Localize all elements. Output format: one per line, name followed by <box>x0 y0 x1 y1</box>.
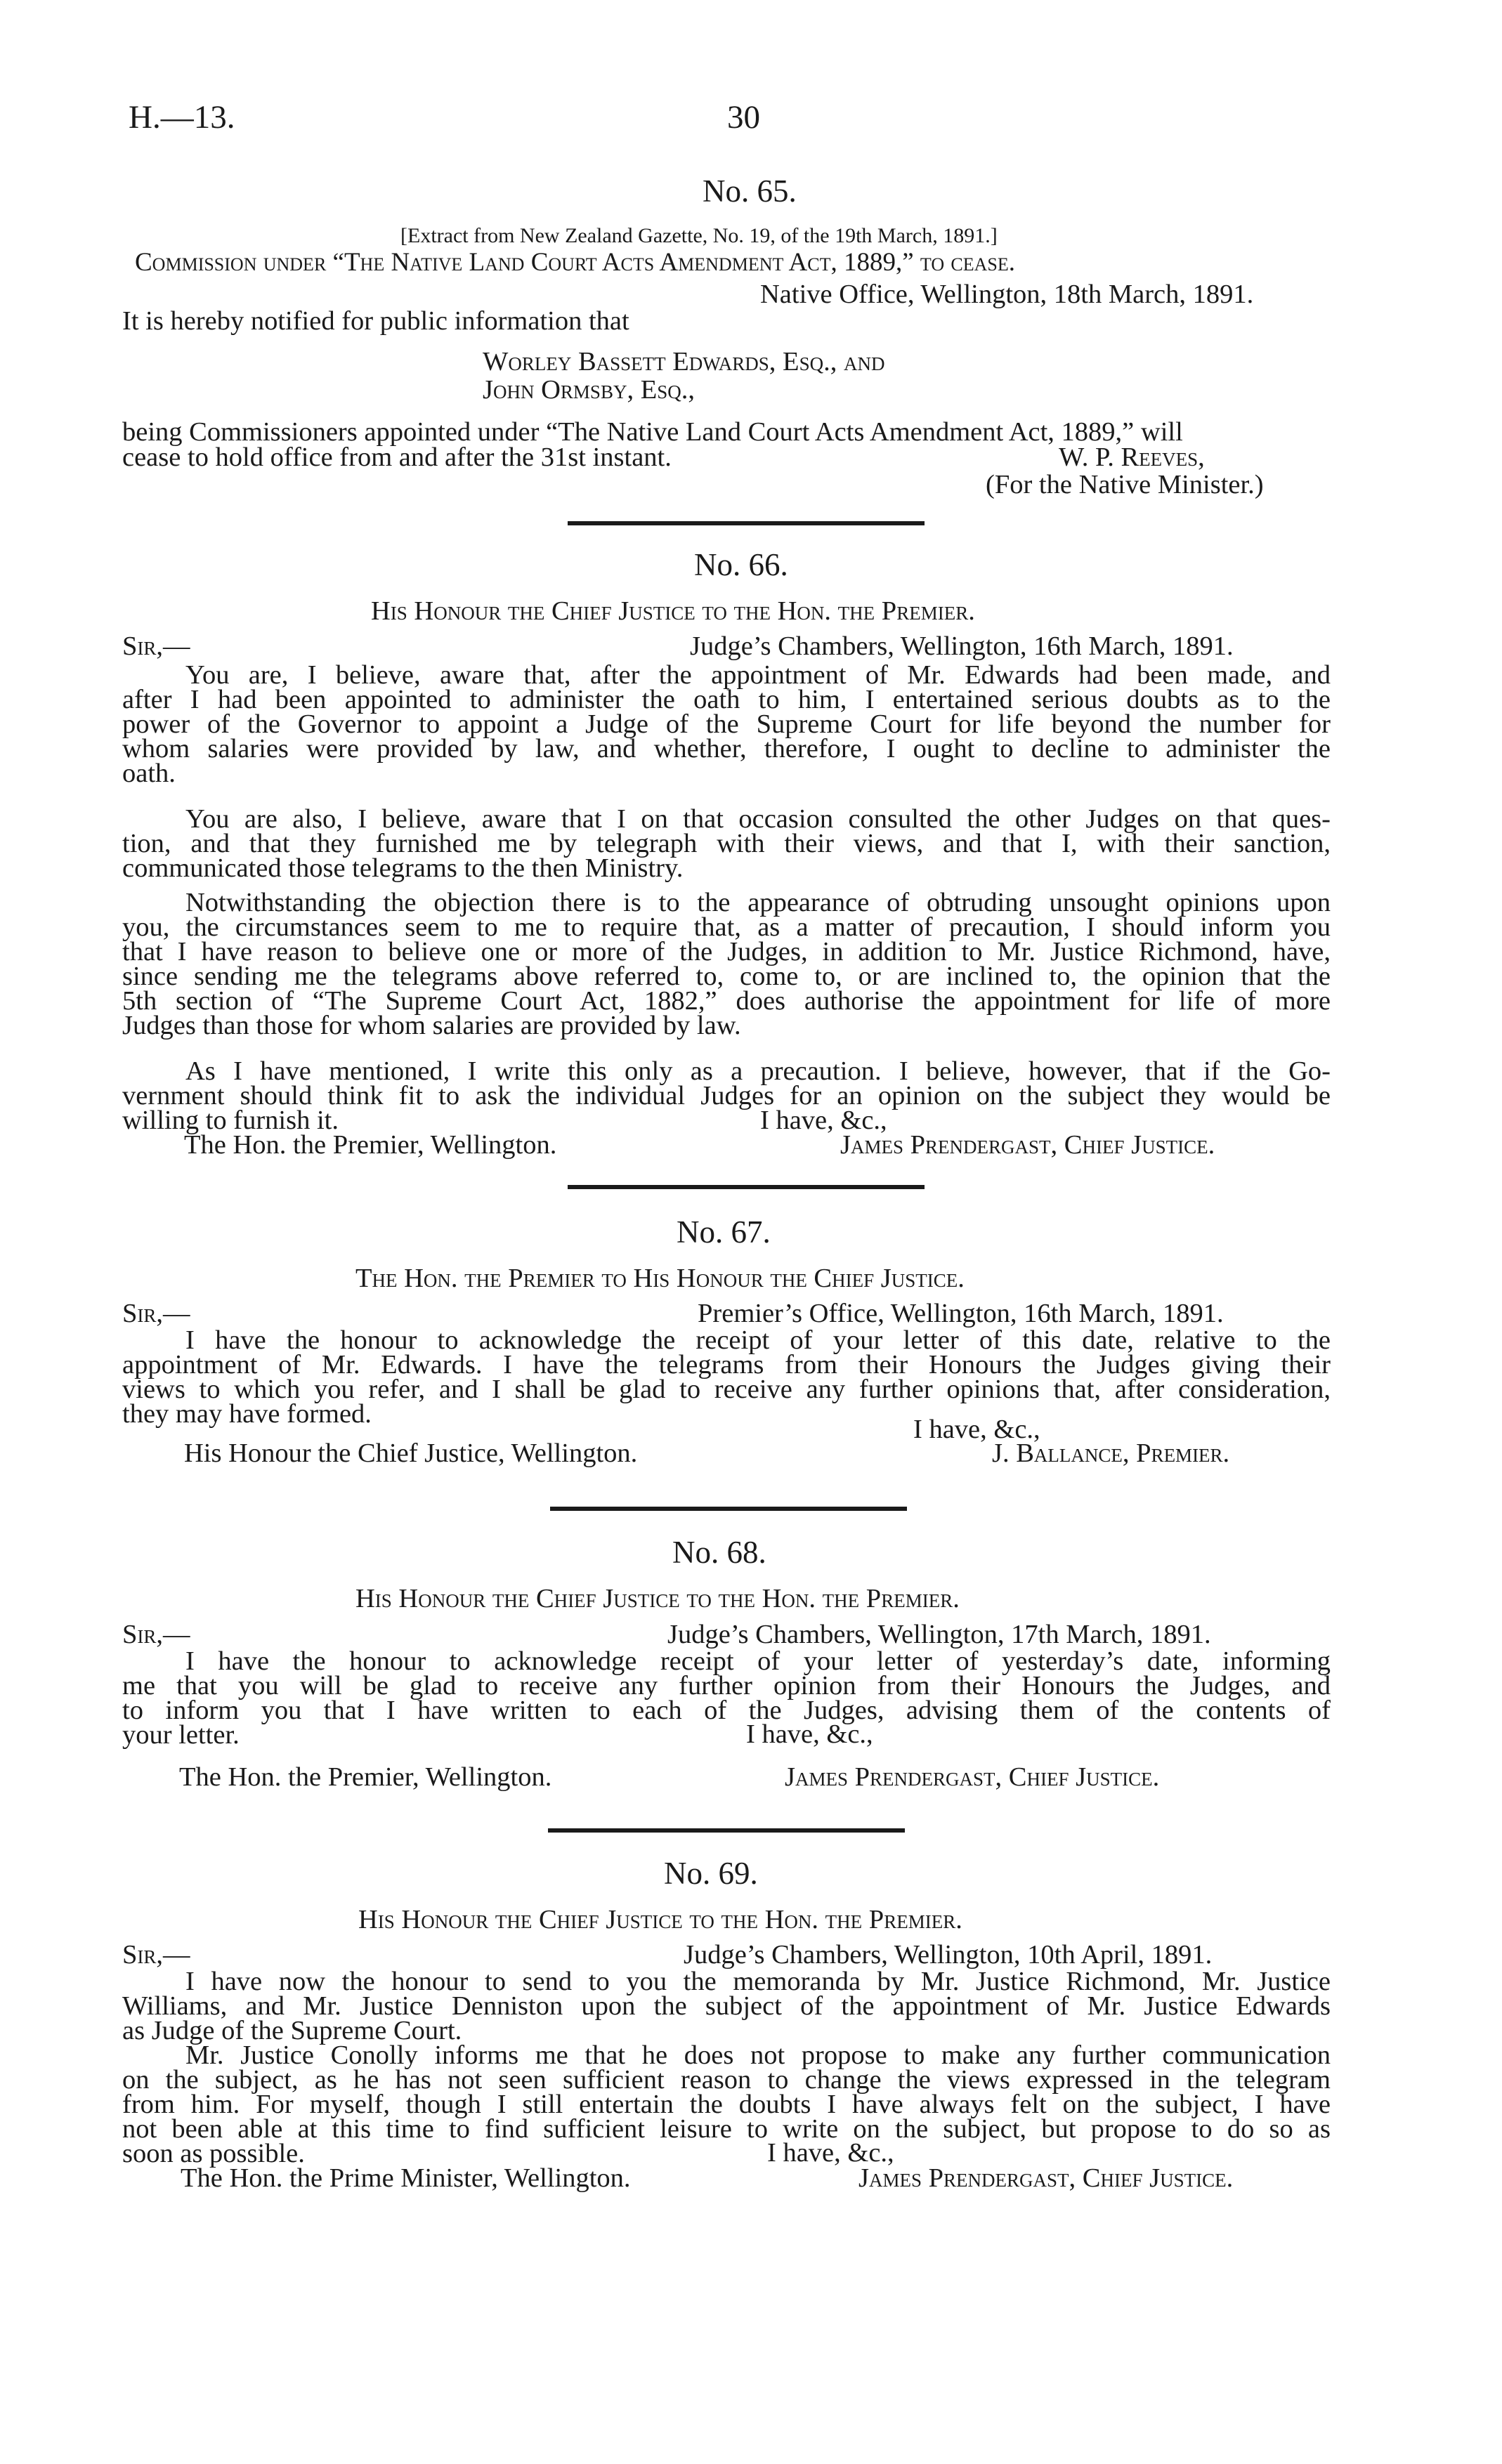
text-line: Notwithstanding the objection there is to the appearance of obtruding unsought opinions upon <box>185 888 1331 917</box>
n65-body-2: cease to hold office from and after the 31st instant. <box>122 443 672 472</box>
n65-place: Native Office, Wellington, 18th March, 1891. <box>760 280 1254 309</box>
n67-place: Premier’s Office, Wellington, 16th March, 1891. <box>698 1299 1224 1328</box>
n68-signature: James Prendergast, Chief Justice. <box>785 1762 1160 1792</box>
n65-signature: W. P. Reeves, <box>1059 443 1205 472</box>
section-divider <box>550 1507 907 1511</box>
text-line: vernment should think fit to ask the individual Judges for an opinion on the subject they would be <box>122 1081 1331 1110</box>
n65-signature-title: (For the Native Minister.) <box>986 470 1264 499</box>
section-divider <box>548 1828 905 1833</box>
n66-paragraph-1 <box>122 660 1331 788</box>
n69-addressee: The Hon. the Prime Minister, Wellington. <box>181 2163 631 2193</box>
n69-number: No. 69. <box>664 1856 758 1891</box>
n67-paragraph-1 <box>122 1325 1331 1429</box>
n69-signature: James Prendergast, Chief Justice. <box>858 2163 1234 2193</box>
n69-heading: His Honour the Chief Justice to the Hon. the Premier. <box>358 1905 962 1934</box>
text-line: views to which you refer, and I shall be glad to receive any further opinions that, after consideration, <box>122 1375 1331 1404</box>
n68-paragraph-1 <box>122 1646 1331 1750</box>
text-line: from him. For myself, though I still entertain the doubts I have always felt on the subject, I have <box>122 2090 1331 2119</box>
text-line: willing to furnish it. <box>122 1106 339 1135</box>
n65-number: No. 65. <box>703 173 797 209</box>
n68-number: No. 68. <box>672 1535 766 1570</box>
n67-addressee: His Honour the Chief Justice, Wellington. <box>184 1439 638 1468</box>
n69-closing: I have, &c., <box>767 2138 894 2168</box>
text-line: power of the Governor to appoint a Judge of the Supreme Court for life beyond the number for <box>122 709 1331 739</box>
section-divider <box>568 1185 925 1189</box>
text-line: Williams, and Mr. Justice Denniston upon the subject of the appointment of Mr. Justice Edwards <box>122 1991 1331 2021</box>
n65-name-2: John Ormsby, Esq., <box>483 375 695 405</box>
n68-heading: His Honour the Chief Justice to the Hon. the Premier. <box>355 1584 960 1613</box>
n68-salutation: Sir,— <box>122 1620 190 1649</box>
text-line: Mr. Justice Conolly informs me that he does not propose to make any further communication <box>185 2040 1331 2070</box>
page-number: 30 <box>727 99 760 136</box>
text-line: As I have mentioned, I write this only as a precaution. I believe, however, that if the Go- <box>185 1056 1331 1086</box>
n66-place: Judge’s Chambers, Wellington, 16th March, 1891. <box>690 631 1234 661</box>
n66-addressee: The Hon. the Premier, Wellington. <box>184 1130 557 1160</box>
n68-closing: I have, &c., <box>746 1719 873 1749</box>
text-line: oath. <box>122 759 176 788</box>
n69-salutation: Sir,— <box>122 1940 190 1970</box>
n65-lead: It is hereby notified for public information that <box>122 306 629 336</box>
text-line: that I have reason to believe one or more of the Judges, in addition to Mr. Justice Richmond, have, <box>122 937 1331 966</box>
text-line: since sending me the telegrams above referred to, come to, or are inclined to, the opinion that the <box>122 962 1331 991</box>
text-line: I have now the honour to send to you the memoranda by Mr. Justice Richmond, Mr. Justice <box>185 1967 1331 1996</box>
text-line: tion, and that they furnished me by telegraph with their views, and that I, with their sanction, <box>122 829 1331 858</box>
text-line: I have the honour to acknowledge receipt of your letter of yesterday’s date, informing <box>185 1646 1331 1676</box>
n66-heading: His Honour the Chief Justice to the Hon. the Premier. <box>371 596 975 626</box>
text-line: me that you will be glad to receive any further opinion from their Honours the Judges, and <box>122 1671 1331 1700</box>
text-line: 5th section of “The Supreme Court Act, 1882,” does authorise the appointment for life of more <box>122 986 1331 1016</box>
text-line: I have the honour to acknowledge the receipt of your letter of this date, relative to the <box>185 1325 1331 1355</box>
n69-paragraph-1 <box>122 1967 1331 2045</box>
text-line: after I had been appointed to administer the oath to him, I entertained serious doubts as to the <box>122 685 1331 714</box>
n66-signature: James Prendergast, Chief Justice. <box>840 1130 1215 1160</box>
n69-paragraph-2 <box>122 2040 1331 2168</box>
n66-paragraph-4 <box>122 1056 1331 1135</box>
n65-extract: [Extract from New Zealand Gazette, No. 19, of the 19th March, 1891.] <box>400 224 998 247</box>
n66-closing: I have, &c., <box>760 1106 887 1135</box>
n66-salutation: Sir,— <box>122 631 190 661</box>
text-line: communicated those telegrams to the then Ministry. <box>122 853 684 883</box>
n67-heading: The Hon. the Premier to His Honour the Chief Justice. <box>355 1264 965 1293</box>
n65-name-1: Worley Bassett Edwards, Esq., and <box>483 347 885 376</box>
n66-paragraph-3 <box>122 888 1331 1040</box>
text-line: Judges than those for whom salaries are provided by law. <box>122 1011 741 1040</box>
text-line: they may have formed. <box>122 1399 372 1429</box>
n67-signature: J. Ballance, Premier. <box>992 1439 1230 1468</box>
text-line: you, the circumstances seem to me to require that, as a matter of precaution, I should inform you <box>122 912 1331 942</box>
n67-closing: I have, &c., <box>913 1415 1040 1444</box>
section-divider <box>568 521 925 525</box>
text-line: You are, I believe, aware that, after the appointment of Mr. Edwards had been made, and <box>185 660 1331 690</box>
n65-heading: Commission under “The Native Land Court Acts Amendment Act, 1889,” to cease. <box>135 248 1015 277</box>
text-line: as Judge of the Supreme Court. <box>122 2016 462 2045</box>
n66-paragraph-2 <box>122 804 1331 883</box>
text-line: whom salaries were provided by law, and whether, therefore, I ought to decline to administer the <box>122 734 1331 764</box>
n68-place: Judge’s Chambers, Wellington, 17th March, 1891. <box>667 1620 1211 1649</box>
n68-addressee: The Hon. the Premier, Wellington. <box>179 1762 552 1792</box>
n67-salutation: Sir,— <box>122 1299 190 1328</box>
n69-place: Judge’s Chambers, Wellington, 10th April, 1891. <box>684 1940 1213 1970</box>
n65-body-1: being Commissioners appointed under “The Native Land Court Acts Amendment Act, 1889,” will <box>122 417 1183 447</box>
text-line: You are also, I believe, aware that I on that occasion consulted the other Judges on that ques- <box>185 804 1331 834</box>
text-line: your letter. <box>122 1720 240 1750</box>
text-line: soon as possible. <box>122 2139 305 2168</box>
document-reference: H.—13. <box>129 99 235 136</box>
text-line: on the subject, as he has not seen sufficient reason to change the views expressed in the telegram <box>122 2065 1331 2095</box>
text-line: to inform you that I have written to each of the Judges, advising them of the contents of <box>122 1696 1331 1725</box>
n67-number: No. 67. <box>677 1214 771 1250</box>
n66-number: No. 66. <box>694 547 788 582</box>
text-line: appointment of Mr. Edwards. I have the telegrams from their Honours the Judges giving their <box>122 1350 1331 1380</box>
text-line: not been able at this time to find sufficient leisure to write on the subject, but propose to do so as <box>122 2114 1331 2144</box>
